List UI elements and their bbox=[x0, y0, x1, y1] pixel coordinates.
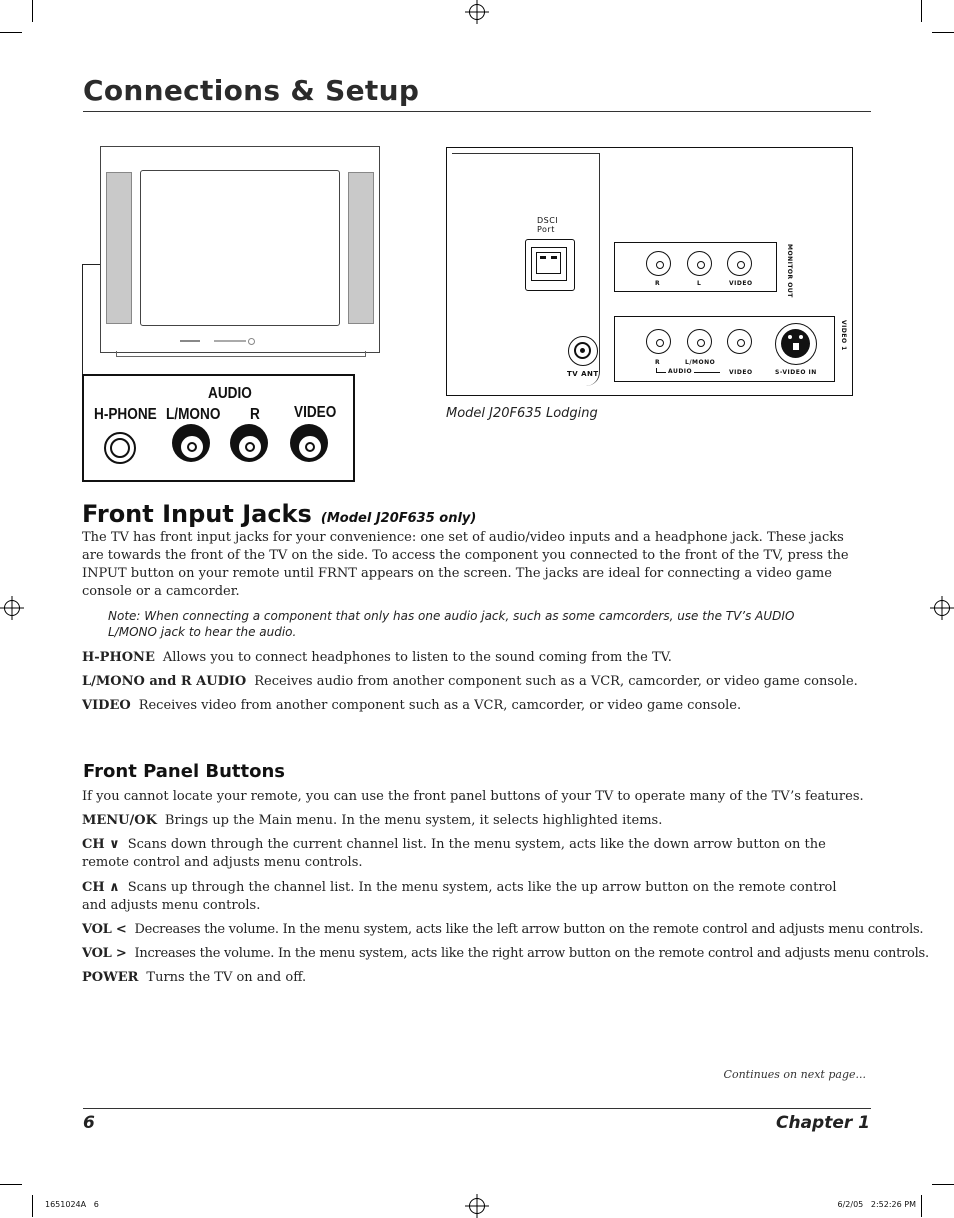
definition-item bbox=[82, 649, 872, 667]
chapter-label: Chapter 1 bbox=[775, 1113, 870, 1133]
front-panel-heading: Front Panel Buttons bbox=[83, 761, 286, 782]
dsci-label: DSCI Port bbox=[537, 216, 559, 234]
definition-term: CH ∨ bbox=[82, 837, 120, 852]
definition-desc: Scans down through the current channel list. In the menu system, acts like the down arrow button on the remote control and adjusts menu controls. bbox=[82, 837, 826, 870]
svideo-jack-icon bbox=[775, 323, 817, 365]
figure-caption: Model J20F635 Lodging bbox=[446, 406, 598, 421]
video-label: VIDEO bbox=[294, 404, 337, 421]
front-input-intro: The TV has front input jacks for your convenience: one set of audio/video inputs and a headphone jack. These jacks are towards the front of the TV on the side. To access the component you connected to the front of the TV, press the INPUT button on your remote until FRNT appears on the screen. The jacks are ideal for connecting a video game console or a camcorder. bbox=[82, 530, 849, 599]
definition-term: CH ∧ bbox=[82, 880, 120, 895]
crop-mark bbox=[32, 0, 33, 22]
monitor-r-jack-icon bbox=[646, 251, 671, 276]
callout-line bbox=[82, 264, 83, 374]
video1-video-jack-icon bbox=[727, 329, 752, 354]
definition-desc: Increases the volume. In the menu system, acts like the right arrow button on the remote control and adjusts menu controls. bbox=[134, 946, 929, 961]
definition-desc: Scans up through the channel list. In the menu system, acts like the up arrow button on the remote control and adjusts menu controls. bbox=[82, 880, 837, 913]
registration-mark-icon bbox=[469, 4, 485, 20]
definition-term: VOL < bbox=[82, 922, 127, 937]
lmono-label: L/MONO bbox=[166, 406, 221, 423]
r-label: R bbox=[250, 406, 260, 423]
monitor-out-panel bbox=[614, 242, 777, 292]
section-subheading: (Model J20F635 only) bbox=[320, 511, 477, 526]
front-input-note: Note: When connecting a component that only has one audio jack, such as some camcorders, use the TV’s AUDIO L/MONO jack to hear the audio. bbox=[108, 609, 795, 639]
dsci-port-icon bbox=[525, 239, 575, 291]
monitor-out-label: MONITOR OUT bbox=[786, 244, 793, 298]
definition-term: H-PHONE bbox=[82, 650, 155, 665]
video1-panel bbox=[614, 316, 835, 382]
definition-term: L/MONO and R AUDIO bbox=[82, 674, 247, 689]
crop-mark bbox=[921, 0, 922, 22]
registration-mark-icon bbox=[934, 600, 950, 616]
definition-item bbox=[82, 812, 872, 830]
front-input-heading bbox=[82, 500, 476, 528]
section-heading: Front Input Jacks bbox=[82, 500, 312, 528]
definition-desc: Allows you to connect headphones to listen to the sound coming from the TV. bbox=[162, 650, 672, 665]
print-slug-left: 1651024A 6 bbox=[45, 1200, 99, 1209]
monitor-l-jack-icon bbox=[687, 251, 712, 276]
header-rule bbox=[83, 111, 871, 112]
continues-text: Continues on next page... bbox=[723, 1068, 866, 1081]
crop-mark bbox=[921, 1195, 922, 1217]
monitor-r-label: R bbox=[655, 280, 661, 287]
definition-item bbox=[82, 697, 872, 715]
lmono-jack-icon bbox=[172, 424, 210, 462]
definition-desc: Decreases the volume. In the menu system, acts like the left arrow button on the remote control and adjusts menu controls. bbox=[134, 922, 924, 937]
svideo-label: S-VIDEO IN bbox=[775, 369, 817, 376]
page-number: 6 bbox=[83, 1113, 95, 1133]
tv-ant-label: TV ANT bbox=[567, 370, 599, 378]
footer-rule bbox=[83, 1108, 871, 1109]
definition-item bbox=[82, 836, 847, 872]
definition-term: MENU/OK bbox=[82, 813, 157, 828]
video1-label: VIDEO 1 bbox=[840, 320, 847, 351]
definition-term: POWER bbox=[82, 970, 139, 985]
tv-front-controls bbox=[214, 340, 246, 342]
video1-r-label: R bbox=[655, 359, 661, 366]
hphone-label: H-PHONE bbox=[94, 406, 157, 423]
video1-video-label: VIDEO bbox=[729, 369, 753, 376]
definition-item bbox=[82, 969, 872, 987]
registration-mark-icon bbox=[469, 1198, 485, 1214]
front-jack-panel bbox=[82, 374, 355, 482]
tv-front-controls bbox=[180, 340, 200, 342]
tv-base bbox=[116, 351, 366, 357]
video-jack-icon bbox=[290, 424, 328, 462]
r-audio-jack-icon bbox=[230, 424, 268, 462]
tv-screen bbox=[140, 170, 340, 326]
definition-term: VIDEO bbox=[82, 698, 131, 713]
monitor-l-label: L bbox=[697, 280, 702, 287]
definition-desc: Turns the TV on and off. bbox=[146, 970, 307, 985]
definition-item bbox=[82, 921, 924, 939]
crop-mark bbox=[932, 1184, 954, 1185]
crop-mark bbox=[0, 1184, 22, 1185]
video1-r-jack-icon bbox=[646, 329, 671, 354]
definition-desc: Receives audio from another component such as a VCR, camcorder, or video game console. bbox=[254, 674, 858, 689]
tv-power-indicator bbox=[248, 338, 255, 345]
audio-label: AUDIO bbox=[208, 385, 252, 402]
headphone-jack-icon bbox=[104, 432, 136, 464]
registration-mark-icon bbox=[4, 600, 20, 616]
crop-mark bbox=[0, 32, 22, 33]
page-title: Connections & Setup bbox=[83, 74, 420, 107]
print-slug-right: 6/2/05 2:52:26 PM bbox=[837, 1200, 916, 1209]
definition-desc: Receives video from another component such as a VCR, camcorder, or video game console. bbox=[138, 698, 742, 713]
video1-audio-label: AUDIO bbox=[668, 368, 693, 375]
monitor-video-label: VIDEO bbox=[729, 280, 753, 287]
crop-mark bbox=[32, 1195, 33, 1217]
tv-speaker-left bbox=[106, 172, 132, 324]
video1-lmono-jack-icon bbox=[687, 329, 712, 354]
crop-mark bbox=[932, 32, 954, 33]
definition-desc: Brings up the Main menu. In the menu system, it selects highlighted items. bbox=[164, 813, 663, 828]
video1-lmono-label: L/MONO bbox=[685, 359, 716, 366]
callout-line bbox=[82, 264, 100, 265]
front-panel-intro: If you cannot locate your remote, you can use the front panel buttons of your TV to operate many of the TV’s features. bbox=[82, 789, 864, 804]
definition-term: VOL > bbox=[82, 946, 127, 961]
tv-speaker-right bbox=[348, 172, 374, 324]
tv-front-figure bbox=[82, 146, 382, 486]
tv-back-figure bbox=[446, 147, 853, 396]
definition-item bbox=[82, 945, 929, 963]
monitor-video-jack-icon bbox=[727, 251, 752, 276]
tv-ant-connector-icon bbox=[568, 336, 598, 366]
definition-item bbox=[82, 879, 847, 915]
definition-item bbox=[82, 673, 872, 691]
